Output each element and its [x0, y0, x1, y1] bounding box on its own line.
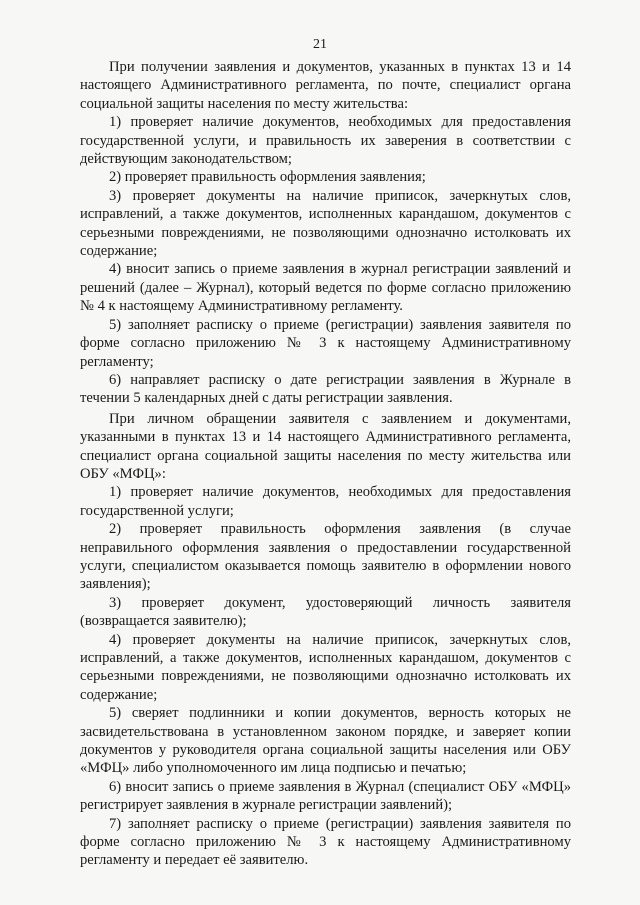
paragraph-personal-item-2: 2) проверяет правильность оформления заявления (в случае неправильного оформления заявления о предоставлении государственной услуги, специалистом оказывается помощь заявителю в оформлении нового заявления);: [80, 521, 571, 593]
document-body: [80, 58, 571, 870]
paragraph-personal-item-7: 7) заполняет расписку о приеме (регистрации) заявления заявителя по форме согласно приложению № 3 к настоящему Административному регламенту и передает её заявителю.: [80, 815, 571, 869]
paragraph-personal-item-3: 3) проверяет документ, удостоверяющий личность заявителя (возвращается заявителю);: [80, 594, 571, 630]
paragraph-mail-item-6: 6) направляет расписку о дате регистрации заявления в Журнале в течении 5 календарных дней с даты регистрации заявления.: [80, 371, 571, 407]
paragraph-mail-intro: При получении заявления и документов, указанных в пунктах 13 и 14 настоящего Административного регламента, по почте, специалист органа социальной защиты населения по месту жительства:: [80, 59, 571, 112]
paragraph-mail-item-3: 3) проверяет документы на наличие приписок, зачеркнутых слов, исправлений, а также документов, исполненных карандашом, документов с серьезными повреждениями, не позволяющими однозначно истолковать их содержание;: [80, 187, 571, 260]
paragraph-personal-intro: При личном обращении заявителя с заявлением и документами, указанными в пунктах 13 и 14 настоящего Административного регламента, специалист органа социальной защиты населения по месту жительства или ОБУ «МФЦ»:: [80, 410, 571, 482]
paragraph-personal-item-4: 4) проверяет документы на наличие приписок, зачеркнутых слов, исправлений, а также документов, исполненных карандашом, документов с серьезными повреждениями, не позволяющими однозначно истолковать их содержание;: [80, 631, 571, 703]
paragraph-mail-item-2: 2) проверяет правильность оформления заявления;: [109, 169, 426, 186]
paragraph-personal-item-6: 6) вносит запись о приеме заявления в Журнал (специалист ОБУ «МФЦ» регистрирует заявления в журнале регистрации заявлений);: [80, 778, 571, 814]
paragraph-mail-item-1: 1) проверяет наличие документов, необходимых для предоставления государственной услуги, и правильность их заверения в соответствии с действующим законодательством;: [80, 114, 571, 168]
paragraph-mail-item-5: 5) заполняет расписку о приеме (регистрации) заявления заявителя по форме согласно приложению № 3 к настоящему Административному регламенту;: [80, 316, 571, 370]
paragraph-personal-item-1: 1) проверяет наличие документов, необходимых для предоставления государственной услуги;: [80, 484, 571, 519]
page-number: 21: [313, 37, 327, 52]
paragraph-mail-item-4: 4) вносит запись о приеме заявления в журнал регистрации заявлений и решений (далее – Журнал), который ведется по форме согласно приложению № 4 к настоящему Административному регламенту.: [80, 261, 571, 315]
paragraph-personal-item-5: 5) сверяет подлинники и копии документов, верность которых не засвидетельствована в установленном законом порядке, и заверяет копии документов у руководителя органа социальной защиты населения или ОБУ «МФЦ» либо уполномоченного им лица подписью и печатью;: [80, 705, 571, 777]
